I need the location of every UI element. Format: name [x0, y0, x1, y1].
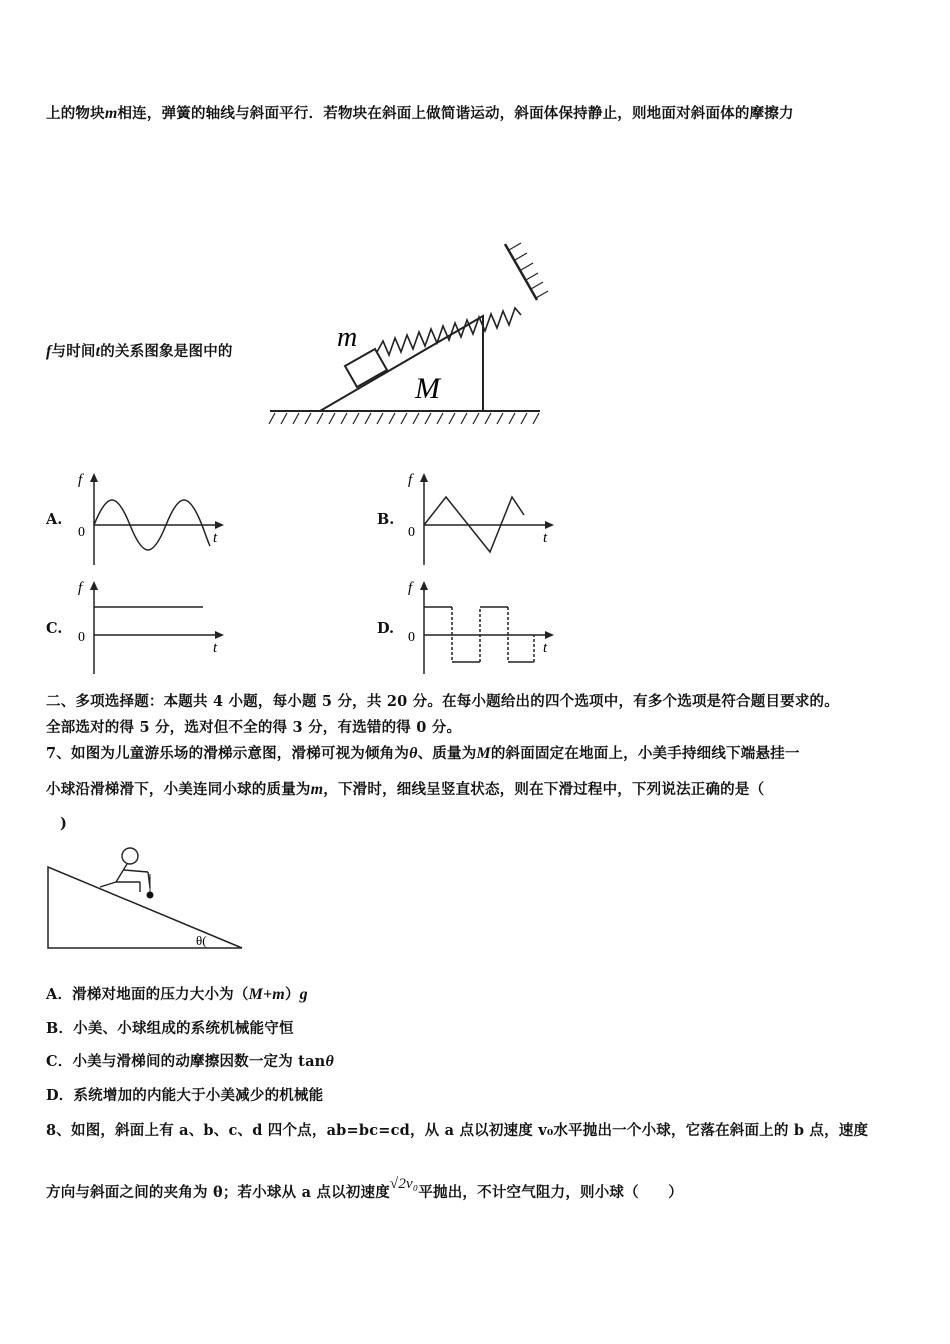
- y-axis-label: f: [408, 472, 413, 488]
- label-m: m: [337, 322, 358, 353]
- option-b-graph[interactable]: [400, 470, 560, 570]
- q6-text: 的关系图象是图中的: [100, 343, 233, 360]
- option-b-label[interactable]: B.: [377, 511, 395, 528]
- q8-text: 方向与斜面之间的夹角为 θ；若小球从 a 点以初速度: [46, 1184, 390, 1201]
- var-theta: θ: [409, 745, 418, 762]
- ground-hatching: [269, 413, 539, 424]
- x-axis-label: t: [543, 640, 548, 656]
- option-a-graph[interactable]: [70, 470, 230, 570]
- q7-option-c-text: C．小美与滑梯间的动摩擦因数一定为 tan: [46, 1053, 326, 1070]
- spring: [377, 308, 521, 355]
- q7-slide-figure: [44, 842, 249, 954]
- var-theta: θ: [325, 1053, 334, 1070]
- q7-option-a-text: ）: [284, 986, 300, 1003]
- x-axis-label: t: [543, 530, 548, 546]
- label-M: M: [415, 372, 440, 405]
- option-a-label[interactable]: A.: [46, 511, 63, 528]
- q7-text: 7、如图为儿童游乐场的滑梯示意图，滑梯可视为倾角为: [46, 745, 410, 762]
- var-f: f: [46, 343, 52, 360]
- q6-stem-line2: [46, 340, 233, 361]
- origin-label: 0: [408, 630, 415, 645]
- q7-text: 小球沿滑梯滑下，小美连同小球的质量为: [46, 781, 311, 798]
- q8-text: 平抛出，不计空气阻力，则小球（ ）: [418, 1184, 683, 1201]
- ball: [147, 892, 154, 899]
- x-axis-label: t: [213, 640, 218, 656]
- q8-stem-line1: 8、如图，斜面上有 a、b、c、d 四个点，ab=bc=cd，从 a 点以初速度 v₀水平抛出一个小球，它落在斜面上的 b 点，速度: [46, 1122, 869, 1139]
- y-axis-label: f: [408, 580, 413, 596]
- origin-label: 0: [78, 630, 85, 645]
- option-c-label[interactable]: C.: [46, 620, 63, 637]
- option-d-graph[interactable]: [400, 578, 560, 678]
- q7-option-a-text: A．滑梯对地面的压力大小为（: [46, 986, 249, 1003]
- var-M: M: [476, 745, 491, 762]
- angle-label: θ(: [196, 933, 207, 948]
- origin-label: 0: [408, 525, 415, 540]
- q7-stem-line2: [46, 778, 764, 799]
- q7-option-b[interactable]: B．小美、小球组成的系统机械能守恒: [46, 1020, 294, 1037]
- var-m: m: [104, 105, 118, 122]
- option-c-graph[interactable]: [70, 578, 230, 678]
- var-M-plus-m: M+m: [248, 986, 285, 1003]
- sqrt-2-v0: √2v₀: [389, 1176, 419, 1192]
- wall: [505, 244, 537, 300]
- q7-option-d[interactable]: D．系统增加的内能大于小美减少的机械能: [46, 1087, 324, 1104]
- q6-incline-figure: [265, 238, 565, 433]
- q6-text: 与时间: [51, 343, 96, 360]
- section2-line2: 全部选对的得 5 分，选对但不全的得 3 分，有选错的得 0 分。: [46, 719, 462, 736]
- wall-hatching: [509, 243, 548, 298]
- q6-text: 相连，弹簧的轴线与斜面平行．若物块在斜面上做简谐运动，斜面体保持静止，则地面对斜面体的摩擦力: [117, 105, 794, 122]
- y-axis-label: f: [78, 472, 83, 488]
- var-g: g: [299, 986, 308, 1003]
- y-axis-label: f: [78, 580, 83, 596]
- child-figure: [100, 848, 150, 892]
- section2-line1: 二、多项选择题：本题共 4 小题，每小题 5 分，共 20 分。在每小题给出的四个选项中，有多个选项是符合题目要求的。: [46, 693, 839, 710]
- q7-text: 、质量为: [417, 745, 477, 762]
- q7-stem-line1: [46, 742, 800, 763]
- q7-option-c[interactable]: [46, 1050, 334, 1071]
- q8-stem-line2: [46, 1176, 683, 1202]
- var-t: t: [95, 343, 101, 360]
- q7-text: ，下滑时，细线呈竖直状态，则在下滑过程中，下列说法正确的是（: [323, 781, 765, 798]
- origin-label: 0: [78, 525, 85, 540]
- slide-triangle: [48, 867, 242, 948]
- var-m: m: [310, 781, 324, 798]
- q7-text: 的斜面固定在地面上，小美手持细线下端悬挂一: [490, 745, 800, 762]
- option-d-label[interactable]: D.: [377, 620, 395, 637]
- x-axis-label: t: [213, 530, 218, 546]
- block-m: [345, 349, 387, 387]
- q6-stem-line1: [46, 102, 794, 123]
- q7-option-a[interactable]: [46, 983, 308, 1004]
- q7-stem-line3: ): [60, 815, 68, 832]
- q6-text: 上的物块: [46, 105, 105, 122]
